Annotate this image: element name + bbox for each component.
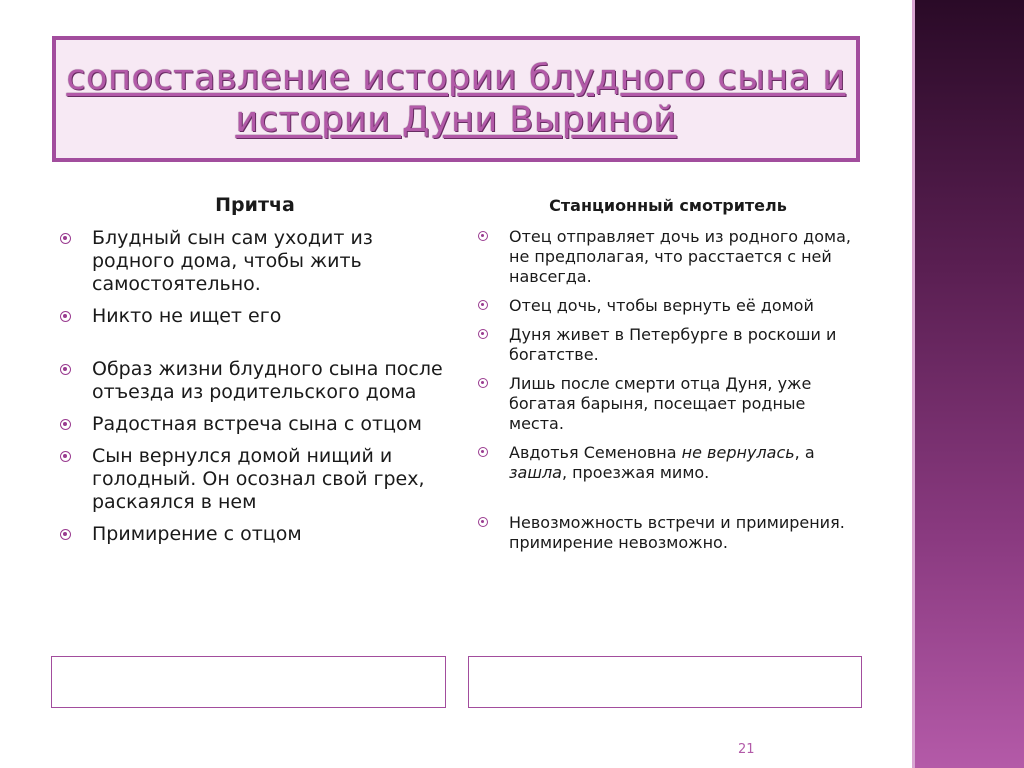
list-item: Блудный сын сам уходит из родного дома, чтобы жить самостоятельно. <box>60 227 450 296</box>
list-item: Авдотья Семеновна не вернулась, а зашла, проезжая мимо. <box>478 443 858 483</box>
bullet-icon <box>478 447 488 457</box>
parable-heading: Притча <box>215 194 295 216</box>
parable-column <box>60 192 450 546</box>
list-item: Радостная встреча сына с отцом <box>60 413 450 436</box>
bullet-icon <box>60 529 71 540</box>
bullet-icon <box>60 364 71 375</box>
bullet-icon <box>60 419 71 430</box>
list-item: Отец отправляет дочь из родного дома, не предполагая, что расстается с ней навсегда. <box>478 227 858 287</box>
page-number: 21 <box>738 742 755 757</box>
list-item: Примирение с отцом <box>60 523 450 546</box>
list-item: Дуня живет в Петербурге в роскоши и богатстве. <box>478 325 858 365</box>
station-master-list <box>478 227 858 553</box>
bullet-icon <box>478 517 488 527</box>
list-item: Никто не ищет его <box>60 305 450 328</box>
list-item: Сын вернулся домой нищий и голодный. Он осознал свой грех, раскаялся в нем <box>60 445 450 514</box>
decorative-side-band <box>912 0 1024 768</box>
empty-text-box-right <box>468 656 862 708</box>
title-box <box>52 36 860 162</box>
parable-list <box>60 227 450 546</box>
list-item: Образ жизни блудного сына после отъезда из родительского дома <box>60 358 450 404</box>
bullet-icon <box>60 451 71 462</box>
station-master-heading: Станционный смотритель <box>549 196 787 215</box>
list-item: Лишь после смерти отца Дуня, уже богатая барыня, посещает родные места. <box>478 374 858 434</box>
slide-title: сопоставление истории блудного сына и истории Дуни Выриной <box>66 58 846 140</box>
station-master-column <box>478 192 858 553</box>
bullet-icon <box>478 329 488 339</box>
empty-text-box-left <box>51 656 446 708</box>
bullet-icon <box>60 311 71 322</box>
bullet-icon <box>478 300 488 310</box>
bullet-icon <box>60 233 71 244</box>
list-item: Отец дочь, чтобы вернуть её домой <box>478 296 858 316</box>
bullet-icon <box>478 231 488 241</box>
bullet-icon <box>478 378 488 388</box>
list-item: Невозможность встречи и примирения. примирение невозможно. <box>478 513 858 553</box>
